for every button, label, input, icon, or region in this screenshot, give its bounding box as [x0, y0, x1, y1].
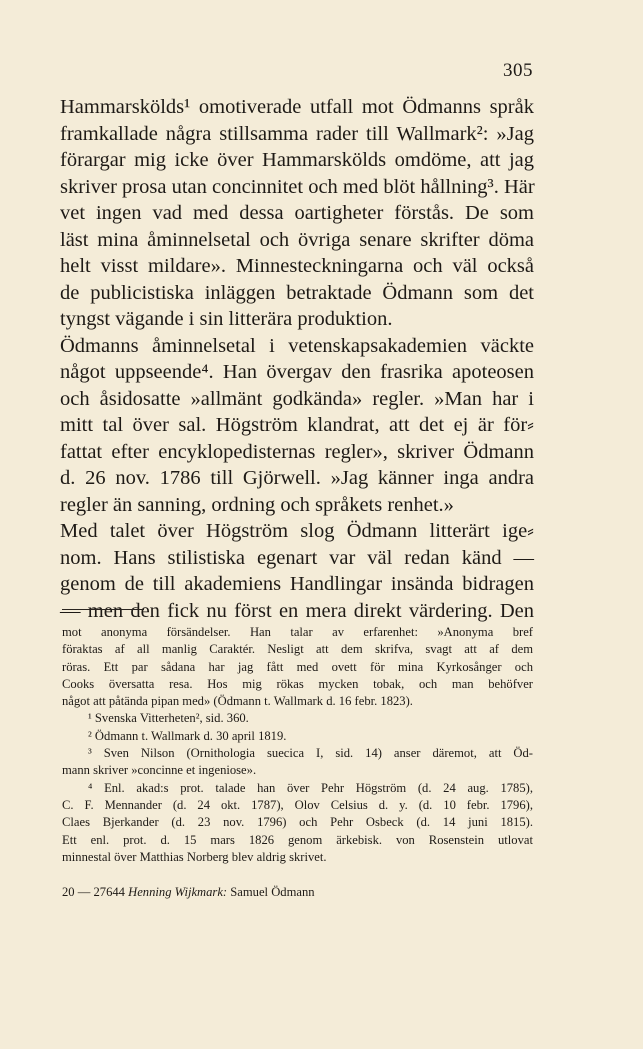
footnotes — [62, 624, 533, 866]
footnote-line: något att påtända pipan med» (Ödmann t. Wallmark d. 16 febr. 1823). — [62, 694, 413, 709]
text-line: — men den fick nu först en mera direkt värdering. Den — [60, 599, 534, 622]
signature-mark: 20 — 27644 — [62, 885, 125, 899]
text-line: Hammarskölds¹ omotiverade utfall mot Ödmanns språk — [60, 96, 534, 118]
author-name: Henning Wijkmark: — [128, 885, 228, 899]
text-line: något uppseende⁴. Han övergav den frasrika apoteosen — [60, 361, 534, 383]
footnote-line: röras. Ett par sådana har jag fått med ovett för mina Kyrkosånger och — [62, 659, 533, 674]
footnote-line: minnestal över Matthias Norberg blev aldrig skrivet. — [62, 849, 327, 864]
text-line: Med talet över Högström slog Ödmann litterärt ige⸗ — [60, 520, 534, 542]
page-number: 305 — [503, 60, 533, 81]
main-text — [60, 94, 534, 624]
text-line: och åsidosatte »allmänt godkända» regler. »Man har i — [60, 387, 534, 410]
footnote-line: Claes Bjerkander (d. 23 nov. 1796) och Pehr Osbeck (d. 14 juni 1815). — [62, 815, 533, 830]
text-line: förargar mig icke över Hammarskölds omdöme, att jag — [60, 149, 534, 171]
footnote-line: mot anonyma försändelser. Han talar av erfarenhet: »Anonyma bref — [62, 625, 533, 639]
text-line: genom de till akademiens Handlingar insända bidragen — [60, 573, 534, 595]
text-line: helt visst mildare». Minnesteckningarna och väl också — [60, 255, 534, 277]
text-line: nom. Hans stilistiska egenart var väl redan känd — — [60, 546, 534, 569]
footnote-divider — [62, 609, 144, 610]
text-line: regler än sanning, ordning och språkets renhet.» — [60, 493, 454, 516]
book-title: Samuel Ödmann — [230, 885, 315, 899]
text-line: skriver prosa utan concinnitet och med blöt hållning³. Här — [60, 175, 535, 198]
text-line: fattat efter encyklopedisternas regler», skriver Ödmann — [60, 440, 534, 463]
footnote-2: ² Ödmann t. Wallmark d. 30 april 1819. — [88, 728, 287, 743]
footnote-line: Ett enl. prot. d. 15 mars 1826 genom ärkebisk. von Rosenstein utlovat — [62, 832, 533, 847]
printer-signature — [62, 885, 315, 900]
footnote-3: ³ Sven Nilson (Ornithologia suecica I, sid. 14) anser däremot, att Öd- — [88, 746, 533, 761]
footnote-line: Cooks översatta resa. Hos mig rökas mycken tobak, och man behöfver — [62, 676, 533, 691]
footnote-line: C. F. Mennander (d. 24 okt. 1787), Olov Celsius d. y. (d. 10 febr. 1796), — [62, 797, 533, 812]
text-line: vet ingen vad med dessa oartigheter förstås. De som — [60, 202, 534, 224]
text-line: läst mina åminnelsetal och övriga senare skrifter döma — [60, 228, 534, 251]
text-line: de publicistiska inläggen betraktade Ödmann som det — [60, 281, 534, 304]
footnote-line: föraktas af all manlig Caraktér. Nesligt att dem skrifva, svagt att af dem — [62, 642, 533, 657]
text-line: mitt tal över sal. Högström klandrat, att det ej är för⸗ — [60, 414, 534, 436]
text-line: d. 26 nov. 1786 till Gjörwell. »Jag känner inga andra — [60, 467, 534, 489]
text-line: tyngst vägande i sin litterära produktion. — [60, 308, 393, 330]
footnote-1: ¹ Svenska Vitterheten², sid. 360. — [88, 711, 249, 726]
footnote-line: mann skriver »concinne et ingeniose». — [62, 763, 257, 778]
text-line: framkallade några stillsamma rader till Wallmark²: »Jag — [60, 122, 534, 145]
text-line: Ödmanns åminnelsetal i vetenskapsakademien väckte — [60, 334, 534, 357]
footnote-4: ⁴ Enl. akad:s prot. talade han över Pehr Högström (d. 24 aug. 1785), — [88, 780, 533, 795]
